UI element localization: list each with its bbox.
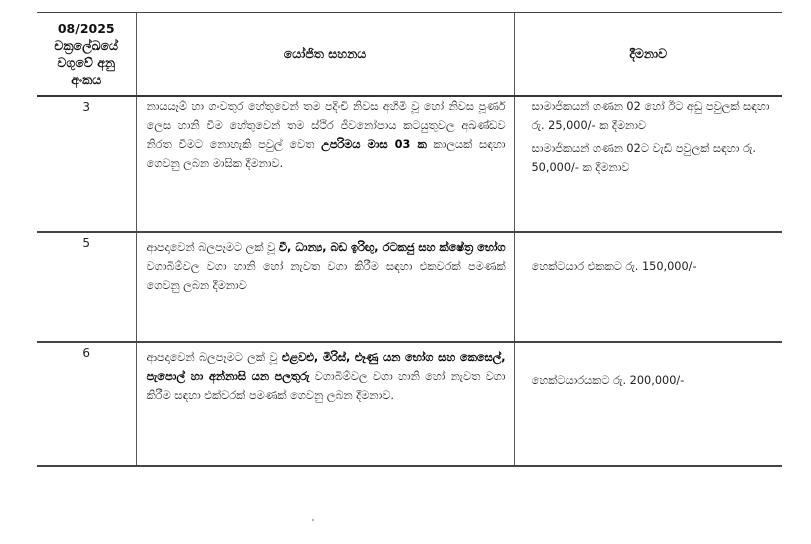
- header-col1-line3: වගුවේ අනු: [57, 55, 116, 70]
- row-number: 6: [37, 342, 136, 466]
- scan-speck: [312, 519, 314, 521]
- desc-bold-text: එළවළු, මිරිස්, ළූණු යන භෝග සහ කෙසෙල්, පැපොල් හා අන්නාසි යන පලතුරු: [146, 351, 506, 383]
- allowance-item: සාමාජිකයන් ගණන 02ට වැඩි පවුලක් සඳහා රු. 50,000/- ක දීමනාව: [531, 142, 757, 174]
- desc-bold-text: උපරිමය මාස 03 ක: [321, 138, 427, 151]
- allowance-cell: [514, 232, 782, 342]
- relief-description: [136, 342, 514, 466]
- allowance-item: හෙක්ටයාරයකට රු. 200,000/-: [531, 374, 685, 387]
- header-proposed-relief: යෝජිත සහනය: [136, 13, 514, 97]
- desc-text: ආපදාවෙන් බලපෑමට ලක් වූ: [146, 241, 279, 254]
- relief-description: [136, 232, 514, 342]
- table-header-row: [37, 13, 782, 97]
- table-row: [37, 342, 782, 466]
- header-col1-line1: 08/2025: [57, 21, 115, 36]
- row-number: 5: [37, 232, 136, 342]
- row-number: 3: [37, 96, 136, 232]
- relief-table: [37, 12, 782, 467]
- header-col1-line2: චක්‍රලේඛයේ: [54, 38, 119, 53]
- allowance-item: සාමාජිකයන් ගණන 02 හෝ ඊට අඩු පවුලක් සඳහා රු. 25,000/- ක දීමනාව: [531, 100, 770, 132]
- allowance-cell: [514, 342, 782, 466]
- table-row: [37, 232, 782, 342]
- desc-text: කාලයක් සඳහා ගෙවනු ලබන මාසික දීමනාව.: [146, 138, 506, 170]
- allowance-item: හෙක්ටයාර එකකට රු. 150,000/-: [531, 260, 697, 273]
- desc-text: ආපදාවෙන් බලපෑමට ලක් වූ: [146, 351, 282, 364]
- table-row: [37, 96, 782, 232]
- desc-text: නායයෑම් හා ගංවතුර හේතුවෙන් තම පදිංචි නිවස අහිමි වූ හෝ නිවස පූර්ණ ලෙස හානි වීම හේතුවෙන් තම ස්ථිර ජීවනෝපාය කටයුතුවල අඛණ්ඩව නිරත වීමට නොහැකි පවුල් වෙත: [146, 100, 506, 151]
- allowance-cell: [514, 96, 782, 232]
- desc-bold-text: වී, ධාන්‍ය, බඩ ඉරිඟු, රටකජු සහ ක්ෂේත්‍ර භෝග: [278, 241, 506, 254]
- desc-text: වගාබිම්වල වගා හානි හෝ නැවත වගා කිරීම සඳහා එකවරක් පමණක් ගෙවනු ලබන දීමනාව: [146, 260, 506, 292]
- relief-description: [136, 96, 514, 232]
- header-col1-line4: අංකය: [71, 72, 102, 87]
- header-allowance: දීමනාව: [514, 13, 782, 97]
- desc-text: වගාබිම්වල වගා හානි හෝ නැවත වගා කිරීම සඳහා එක්වරක් පමණක් ගෙවනු ලබන දීමනාව.: [146, 370, 506, 402]
- header-circular-number: [37, 13, 136, 97]
